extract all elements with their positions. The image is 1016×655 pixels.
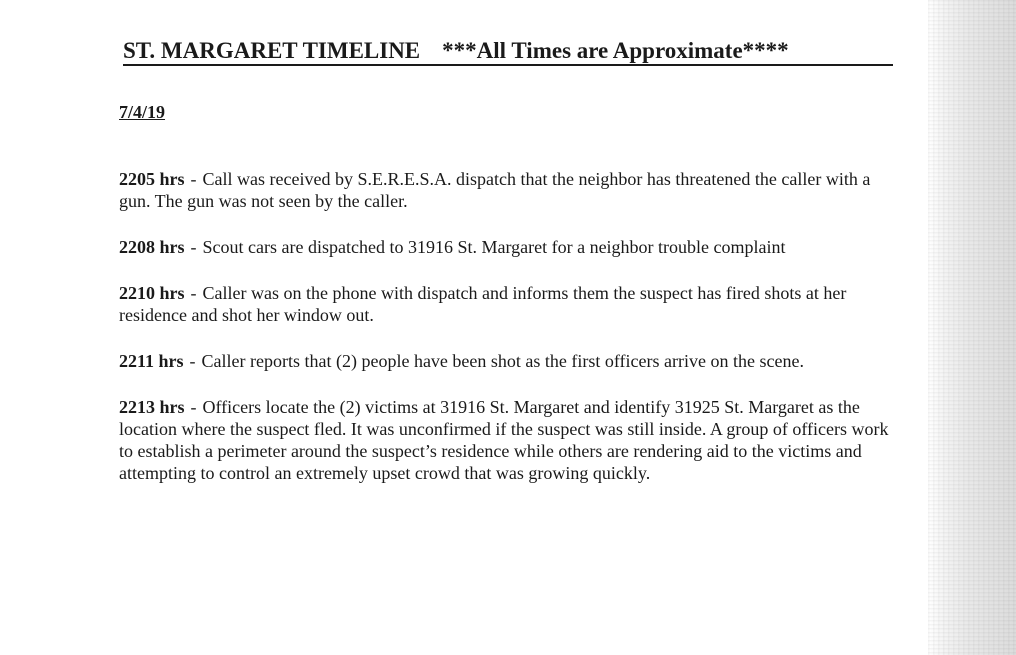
scan-edge-shading xyxy=(928,0,1016,655)
entry-separator: - xyxy=(189,351,196,371)
entry-separator: - xyxy=(190,397,197,417)
title-note: ***All Times are Approximate**** xyxy=(442,38,789,63)
entry-time: 2210 hrs xyxy=(119,283,185,303)
timeline-entry xyxy=(119,350,904,372)
timeline-entry xyxy=(119,236,904,258)
entry-time: 2205 hrs xyxy=(119,169,185,189)
entry-separator: - xyxy=(190,283,197,303)
entry-text: Call was received by S.E.R.E.S.A. dispatch that the neighbor has threatened the caller with a gun. The gun was not seen by the caller. xyxy=(119,169,871,211)
page-title xyxy=(123,38,893,66)
entry-time: 2208 hrs xyxy=(119,237,185,257)
timeline-entry xyxy=(119,168,904,212)
entry-text: Caller was on the phone with dispatch and informs them the suspect has fired shots at her residence and shot her window out. xyxy=(119,283,847,325)
entry-time: 2211 hrs xyxy=(119,351,184,371)
entry-text: Caller reports that (2) people have been shot as the first officers arrive on the scene. xyxy=(201,351,804,371)
title-main: ST. MARGARET TIMELINE xyxy=(123,38,421,63)
timeline-entry xyxy=(119,282,904,326)
entry-separator: - xyxy=(190,169,197,189)
timeline-date: 7/4/19 xyxy=(119,102,166,122)
entry-text: Scout cars are dispatched to 31916 St. Margaret for a neighbor trouble complaint xyxy=(202,237,786,257)
entry-separator: - xyxy=(190,237,197,257)
timeline-entry xyxy=(119,396,904,484)
entry-text: Officers locate the (2) victims at 31916 St. Margaret and identify 31925 St. Margaret as the location where the suspect fled. It was unconfirmed if the suspect was still inside. A group of officers work to establish a perimeter around the suspect’s residence while others are rendering aid to the victims and attempting to control an extremely upset crowd that was growing quickly. xyxy=(119,397,889,483)
entry-time: 2213 hrs xyxy=(119,397,185,417)
